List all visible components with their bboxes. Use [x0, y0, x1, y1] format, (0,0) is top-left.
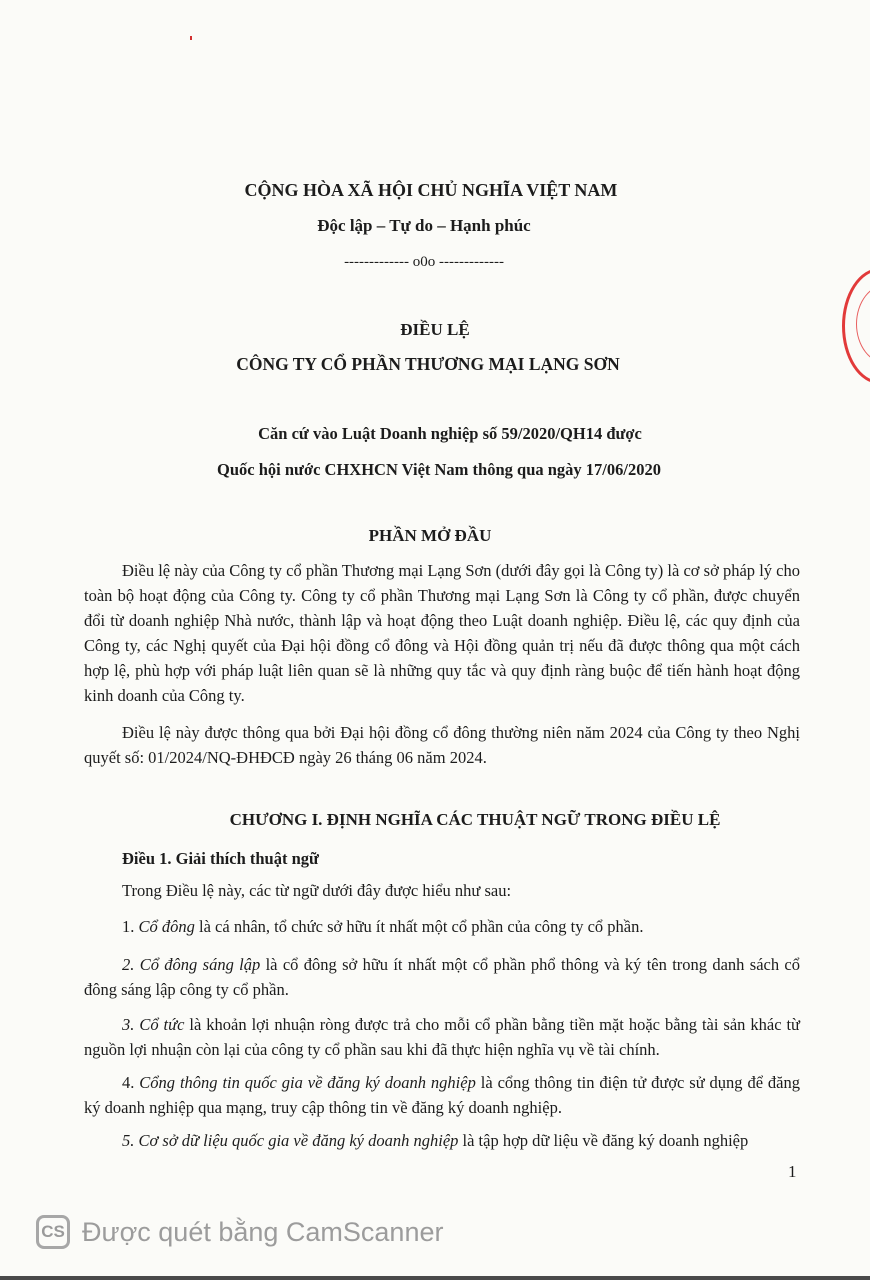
- motto: Độc lập – Tự do – Hạnh phúc: [317, 216, 531, 235]
- red-mark: [190, 36, 192, 40]
- company-name: CÔNG TY CỔ PHẦN THƯƠNG MẠI LẠNG SƠN: [236, 354, 620, 374]
- doc-title: ĐIỀU LỆ: [400, 320, 470, 339]
- legal-basis-line2: Quốc hội nước CHXHCN Việt Nam thông qua ngày 17/06/2020: [217, 460, 661, 479]
- intro-heading: PHẦN MỞ ĐẦU: [368, 526, 492, 545]
- definition-item: 1. Cổ đông là cá nhân, tổ chức sở hữu ít nhất một cổ phần của công ty cổ phần.: [122, 917, 644, 936]
- article-heading: Điều 1. Giải thích thuật ngữ: [122, 849, 319, 868]
- intro-paragraph-1: Điều lệ này của Công ty cổ phần Thương mại Lạng Sơn (dưới đây gọi là Công ty) là cơ sở pháp lý cho toàn bộ hoạt động của Công ty. Công ty cổ phần Thương mại Lạng Sơn là Công ty cổ phần, được chuyển đổi từ doanh nghiệp Nhà nước, thành lập và hoạt động theo Luật doanh nghiệp. Điều lệ, các quy định của Công ty, các Nghị quyết của Đại hội đồng cổ đông và Hội đồng quản trị nếu đã được thông qua một cách hợp lệ, phù hợp với pháp luật liên quan sẽ là những quy tắc và quy định ràng buộc để tiến hành hoạt động kinh doanh của Công ty.: [84, 561, 800, 705]
- page-number: 1: [788, 1162, 797, 1181]
- definition-item: 4. Cổng thông tin quốc gia về đăng ký doanh nghiệp là cổng thông tin điện tử được sử dụng để đăng ký doanh nghiệp qua mạng, truy cập thông tin về đăng ký doanh nghiệp.: [84, 1073, 801, 1117]
- camscanner-logo-icon: CS: [36, 1215, 70, 1249]
- definition-item: 5. Cơ sở dữ liệu quốc gia về đăng ký doanh nghiệp là tập hợp dữ liệu về đăng ký doanh nghiệp: [122, 1131, 749, 1150]
- definition-item: 3. Cổ tức là khoản lợi nhuận ròng được trả cho mỗi cổ phần bằng tiền mặt hoặc bằng tài sản khác từ nguồn lợi nhuận còn lại của công ty cổ phần sau khi đã thực hiện nghĩa vụ về tài chính.: [84, 1015, 801, 1059]
- definition-item: 2. Cổ đông sáng lập là cổ đông sở hữu ít nhất một cổ phần phổ thông và ký tên trong danh sách cổ đông sáng lập công ty cổ phần.: [84, 955, 800, 999]
- intro-paragraph-2: Điều lệ này được thông qua bởi Đại hội đồng cổ đông thường niên năm 2024 của Công ty theo Nghị quyết số: 01/2024/NQ-ĐHĐCĐ ngày 26 tháng 06 năm 2024.: [84, 723, 800, 767]
- nation-header: CỘNG HÒA XÃ HỘI CHỦ NGHĨA VIỆT NAM: [244, 180, 618, 200]
- chapter-heading: CHƯƠNG I. ĐỊNH NGHĨA CÁC THUẬT NGỮ TRONG ĐIỀU LỆ: [229, 810, 721, 829]
- article-lead: Trong Điều lệ này, các từ ngữ dưới đây được hiểu như sau:: [122, 881, 512, 900]
- separator: ------------- o0o -------------: [344, 254, 504, 270]
- legal-basis-line1: Căn cứ vào Luật Doanh nghiệp số 59/2020/QH14 được: [258, 424, 642, 443]
- camscanner-watermark: [36, 1210, 516, 1254]
- page-bottom-edge: [0, 1276, 870, 1280]
- watermark-text: Được quét bằng CamScanner: [82, 1216, 444, 1247]
